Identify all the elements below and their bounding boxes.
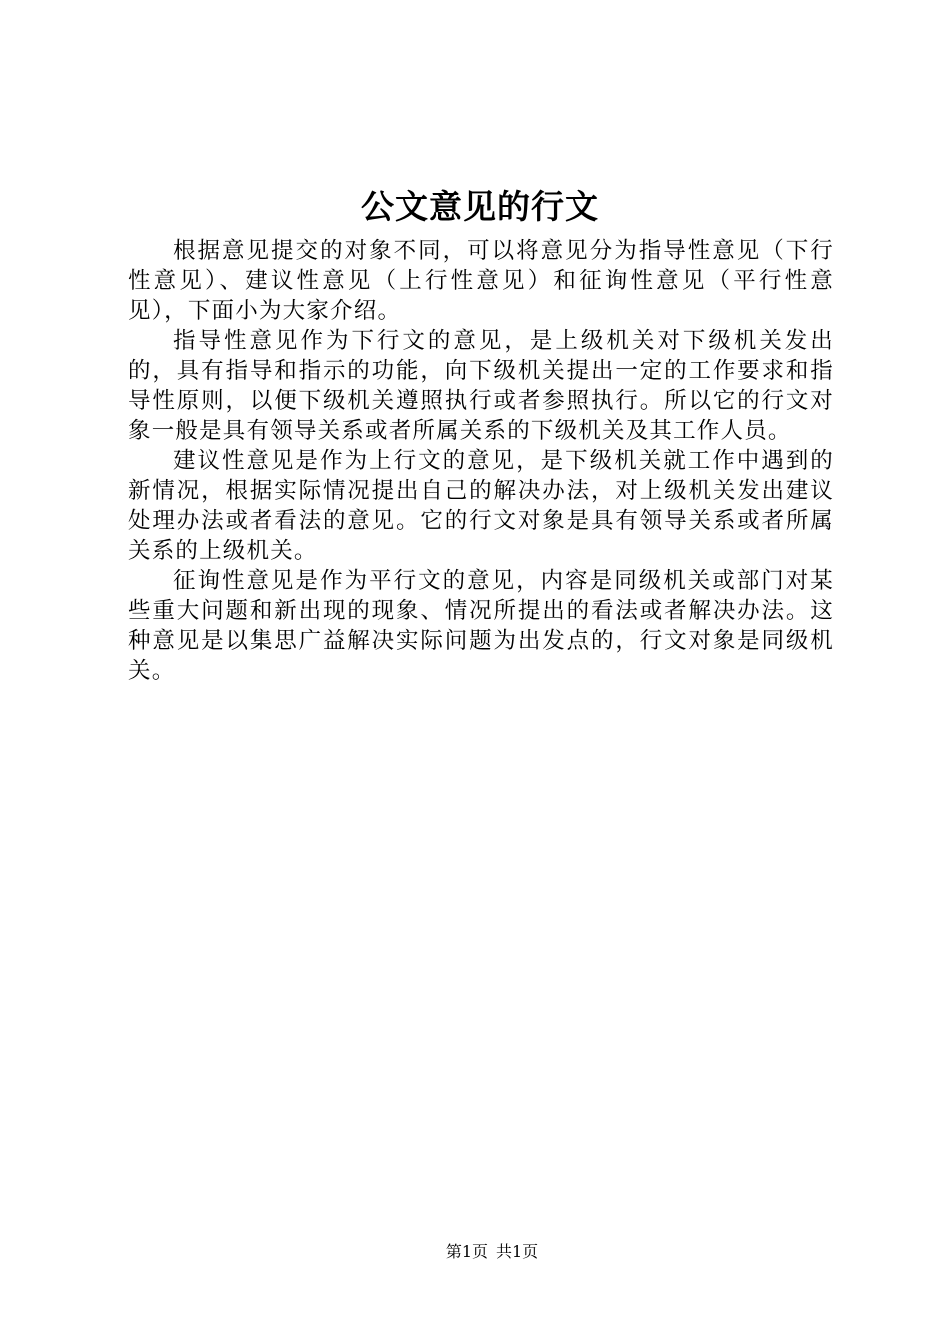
paragraph-consultative-opinion: 征询性意见是作为平行文的意见，内容是同级机关或部门对某些重大问题和新出现的现象、情况所提出的看法或者解决办法。这种意见是以集思广益解决实际问题为出发点的，行文对象是同级机关。 xyxy=(128,568,834,684)
page-total: 共1页 xyxy=(496,1242,539,1261)
paragraph-directive-opinion: 指导性意见作为下行文的意见，是上级机关对下级机关发出的，具有指导和指示的功能，向下级机关提出一定的工作要求和指导性原则，以便下级机关遵照执行或者参照执行。所以它的行文对象一般是具有领导关系或者所属关系的下级机关及其工作人员。 xyxy=(128,328,834,444)
document-body xyxy=(128,236,834,686)
page-title: 公文意见的行文 xyxy=(361,187,599,226)
paragraph-intro: 根据意见提交的对象不同，可以将意见分为指导性意见（下行性意见）、建议性意见（上行性意见）和征询性意见（平行性意见），下面小为大家介绍。 xyxy=(128,238,834,324)
page-number: 第1页 xyxy=(445,1242,488,1261)
page-footer xyxy=(0,1241,950,1263)
paragraph-advisory-opinion: 建议性意见是作为上行文的意见，是下级机关就工作中遇到的新情况，根据实际情况提出自己的解决办法，对上级机关发出建议处理办法或者看法的意见。它的行文对象是具有领导关系或者所属关系的上级机关。 xyxy=(128,448,834,564)
